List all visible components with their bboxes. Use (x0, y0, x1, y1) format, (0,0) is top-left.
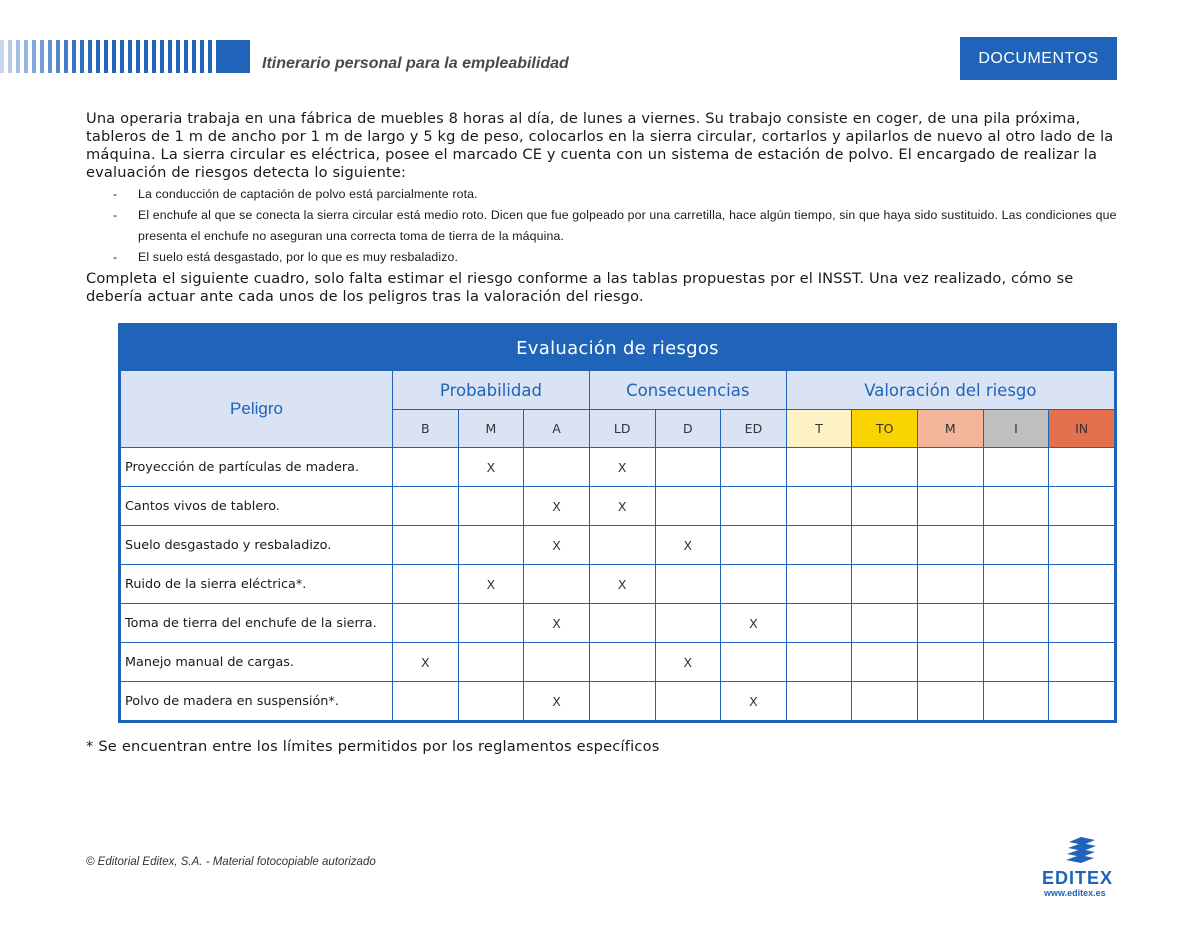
mark-cell (589, 682, 655, 721)
mark-cell: X (721, 604, 787, 643)
mark-cell (786, 643, 852, 682)
mark-cell (983, 682, 1049, 721)
mark-cell (721, 643, 787, 682)
intro-paragraph: Una operaria trabaja en una fábrica de muebles 8 horas al día, de lunes a viernes. Su trabajo consiste en coger, de una pila próxima, tableros de 1 m de ancho por 1 m de largo y 5 kg de peso, colocarlos en la sierra circular, cortarlos y apilarlos de nuevo al otro lado de la máquina. La sierra circular es eléctrica, posee el marcado CE y cuenta con un sistema de estación de polvo. El encargado de realizar la evaluación de riesgos detecta lo siguiente: (86, 110, 1114, 181)
mark-cell (983, 643, 1049, 682)
mark-cell (1049, 682, 1115, 721)
mark-cell (786, 565, 852, 604)
sub-header-b: B (393, 410, 459, 448)
bullet-marker: - (113, 250, 118, 264)
peligro-cell: Cantos vivos de tablero. (121, 487, 393, 526)
peligro-cell: Proyección de partículas de madera. (121, 448, 393, 487)
mark-cell (852, 643, 918, 682)
table-row (121, 565, 1115, 604)
mark-cell (524, 643, 590, 682)
list-item (86, 205, 1118, 247)
mark-cell (458, 487, 524, 526)
mark-cell (458, 604, 524, 643)
findings-list (86, 184, 1118, 268)
mark-cell (918, 604, 984, 643)
mark-cell (1049, 565, 1115, 604)
mark-cell (655, 487, 721, 526)
mark-cell (786, 448, 852, 487)
mark-cell (1049, 526, 1115, 565)
mark-cell (655, 682, 721, 721)
mark-cell (393, 604, 459, 643)
sub-header-m: M (458, 410, 524, 448)
mark-cell (458, 682, 524, 721)
mark-cell (524, 565, 590, 604)
mark-cell (918, 448, 984, 487)
sub-header-ld: LD (589, 410, 655, 448)
mark-cell (393, 487, 459, 526)
mark-cell (393, 565, 459, 604)
mark-cell: X (589, 487, 655, 526)
stacked-books-icon (1065, 836, 1099, 866)
mark-cell (655, 565, 721, 604)
mark-cell: X (589, 565, 655, 604)
logo-url: www.editex.es (1044, 888, 1106, 898)
header-stripes-decoration (0, 40, 250, 73)
peligro-cell: Polvo de madera en suspensión*. (121, 682, 393, 721)
valoracion-header: Valoración del riesgo (786, 371, 1114, 410)
mark-cell (786, 526, 852, 565)
mark-cell (458, 643, 524, 682)
mark-cell (1049, 487, 1115, 526)
peligro-cell: Suelo desgastado y resbaladizo. (121, 526, 393, 565)
mark-cell (786, 682, 852, 721)
mark-cell: X (721, 682, 787, 721)
probabilidad-header: Probabilidad (393, 371, 590, 410)
mark-cell (918, 682, 984, 721)
header-title: Itinerario personal para la empleabilidad (262, 55, 569, 72)
mark-cell (983, 565, 1049, 604)
bullet-marker: - (113, 187, 118, 201)
consecuencias-header: Consecuencias (589, 371, 786, 410)
list-item (86, 184, 1118, 205)
list-item (86, 247, 1118, 268)
mark-cell: X (655, 526, 721, 565)
mark-cell: X (393, 643, 459, 682)
mark-cell (721, 526, 787, 565)
table-row (121, 682, 1115, 721)
peligro-cell: Manejo manual de cargas. (121, 643, 393, 682)
mark-cell: X (458, 565, 524, 604)
mark-cell (786, 604, 852, 643)
mark-cell (589, 526, 655, 565)
mark-cell (1049, 604, 1115, 643)
sub-header-a: A (524, 410, 590, 448)
mark-cell: X (524, 526, 590, 565)
sub-header-t: T (786, 410, 852, 448)
sub-header-m-valoracion: M (918, 410, 984, 448)
mark-cell (983, 448, 1049, 487)
mark-cell (786, 487, 852, 526)
mark-cell (721, 448, 787, 487)
mark-cell (983, 604, 1049, 643)
table-row (121, 448, 1115, 487)
table-title: Evaluación de riesgos (121, 326, 1115, 371)
list-item-text: La conducción de captación de polvo está parcialmente rota. (138, 187, 478, 201)
mark-cell (918, 487, 984, 526)
mark-cell: X (524, 604, 590, 643)
mark-cell (918, 643, 984, 682)
mark-cell: X (524, 487, 590, 526)
instruction-paragraph: Completa el siguiente cuadro, solo falta estimar el riesgo conforme a las tablas propuestas por el INSST. Una vez realizado, cómo se debería actuar ante cada unos de los peligros tras la valoración del riesgo. (86, 270, 1074, 305)
mark-cell (983, 487, 1049, 526)
table-row (121, 643, 1115, 682)
mark-cell (852, 604, 918, 643)
logo-name: EDITEX (1042, 868, 1114, 888)
mark-cell: X (458, 448, 524, 487)
mark-cell: X (589, 448, 655, 487)
mark-cell: X (524, 682, 590, 721)
sub-header-to: TO (852, 410, 918, 448)
mark-cell (589, 643, 655, 682)
mark-cell (918, 565, 984, 604)
mark-cell (983, 526, 1049, 565)
exercise-statement (86, 110, 1118, 306)
mark-cell (721, 565, 787, 604)
mark-cell (589, 604, 655, 643)
table-row (121, 604, 1115, 643)
mark-cell (852, 565, 918, 604)
mark-cell (852, 682, 918, 721)
mark-cell (1049, 448, 1115, 487)
mark-cell (393, 526, 459, 565)
risk-table-body (121, 448, 1115, 721)
mark-cell (918, 526, 984, 565)
table-row (121, 526, 1115, 565)
mark-cell (1049, 643, 1115, 682)
mark-cell (655, 448, 721, 487)
mark-cell (852, 448, 918, 487)
sub-header-ed: ED (721, 410, 787, 448)
list-item-text: El suelo está desgastado, por lo que es muy resbaladizo. (138, 250, 459, 264)
mark-cell: X (655, 643, 721, 682)
mark-cell (524, 448, 590, 487)
peligro-header: Peligro (121, 371, 393, 448)
table-row (121, 487, 1115, 526)
editex-logo (1040, 836, 1120, 902)
mark-cell (655, 604, 721, 643)
risk-evaluation-table (118, 323, 1117, 723)
sub-header-i: I (983, 410, 1049, 448)
list-item-text: El enchufe al que se conecta la sierra circular está medio roto. Dicen que fue golpeado por una carretilla, hace algún tiempo, sin que haya sido sustituido. Las condiciones que presenta el enchufe no aseguran una correcta toma de tierra de la máquina. (138, 208, 1117, 243)
mark-cell (852, 526, 918, 565)
copyright-notice: © Editorial Editex, S.A. - Material fotocopiable autorizado (86, 856, 376, 868)
mark-cell (721, 487, 787, 526)
peligro-cell: Ruido de la sierra eléctrica*. (121, 565, 393, 604)
mark-cell (852, 487, 918, 526)
documentos-badge: DOCUMENTOS (960, 37, 1117, 80)
mark-cell (393, 448, 459, 487)
peligro-cell: Toma de tierra del enchufe de la sierra. (121, 604, 393, 643)
bullet-marker: - (113, 208, 118, 222)
mark-cell (458, 526, 524, 565)
sub-header-in: IN (1049, 410, 1115, 448)
footnote: * Se encuentran entre los límites permitidos por los reglamentos específicos (86, 738, 660, 755)
mark-cell (393, 682, 459, 721)
sub-header-d: D (655, 410, 721, 448)
